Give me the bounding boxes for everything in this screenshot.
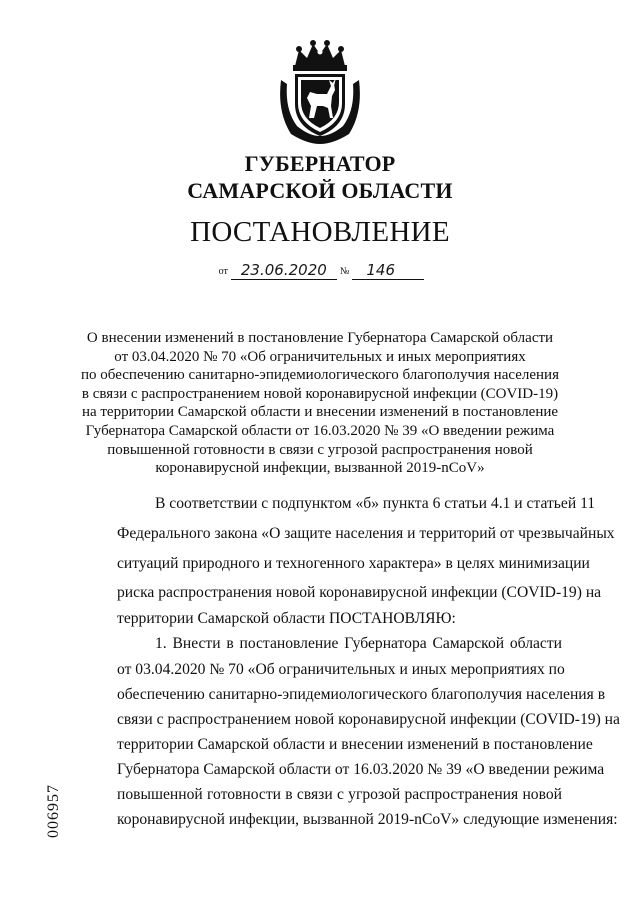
body-line: коронавирусной инфекции, вызванной 2019-nCoV» следующие изменения: bbox=[117, 811, 618, 828]
body-line: Федерального закона «О защите населения и территорий от чрезвычайных bbox=[117, 525, 615, 542]
serial-text: 006957 bbox=[45, 784, 62, 838]
margin-serial-number bbox=[44, 782, 64, 840]
subject-line: от 03.04.2020 № 70 «Об ограничительных и иных мероприятиях bbox=[114, 348, 526, 365]
body-line: связи с распространением новой коронавирусной инфекции (COVID-19) на bbox=[117, 711, 620, 728]
body-line: территории Самарской области и внесении изменений в постановление bbox=[117, 736, 593, 753]
subject-line: по обеспечению санитарно-эпидемиологического благополучия населения bbox=[81, 367, 559, 384]
date-value: 23.06.2020 bbox=[231, 261, 337, 280]
subject-line: повышенной готовности в связи с угрозой распространения новой bbox=[107, 441, 533, 458]
date-label: от bbox=[218, 266, 228, 277]
document-subject bbox=[70, 329, 570, 478]
body-line: ситуаций природного и техногенного характера» в целях минимизации bbox=[117, 555, 590, 572]
subject-line: Губернатора Самарской области от 16.03.2020 № 39 «О введении режима bbox=[85, 422, 555, 439]
number-value: 146 bbox=[352, 261, 424, 280]
body-line: 1. Внести в постановление Губернатора Самарской области bbox=[155, 635, 562, 652]
document-type: ПОСТАНОВЛЕНИЕ bbox=[190, 216, 450, 248]
body-line: от 03.04.2020 № 70 «Об ограничительных и иных мероприятиях по bbox=[117, 661, 565, 678]
subject-line: на территории Самарской области и внесении изменений в постановление bbox=[81, 404, 559, 421]
body-line: обеспечению санитарно-эпидемиологического благополучия населения в bbox=[117, 686, 606, 703]
body-line: В соответствии с подпунктом «б» пункта 6 статьи 4.1 и статьей 11 bbox=[155, 495, 596, 512]
document-date-number bbox=[0, 258, 640, 280]
body-line: риска распространения новой коронавирусной инфекции (COVID-19) на bbox=[117, 584, 602, 601]
coat-of-arms-icon bbox=[277, 40, 363, 146]
subject-line: коронавирусной инфекции, вызванной 2019-nCoV» bbox=[155, 460, 485, 477]
body-line: повышенной готовности в связи с угрозой распространения новой bbox=[117, 786, 562, 803]
number-label: № bbox=[339, 266, 350, 277]
governor-title: ГУБЕРНАТОР bbox=[244, 151, 396, 176]
region-title: САМАРСКОЙ ОБЛАСТИ bbox=[187, 178, 453, 203]
subject-line: О внесении изменений в постановление Губернатора Самарской области bbox=[86, 330, 554, 346]
subject-line: в связи с распространением новой коронавирусной инфекции (COVID-19) bbox=[81, 385, 559, 402]
body-line: Губернатора Самарской области от 16.03.2020 № 39 «О введении режима bbox=[117, 761, 605, 778]
body-line: территории Самарской области ПОСТАНОВЛЯЮ: bbox=[117, 610, 456, 627]
